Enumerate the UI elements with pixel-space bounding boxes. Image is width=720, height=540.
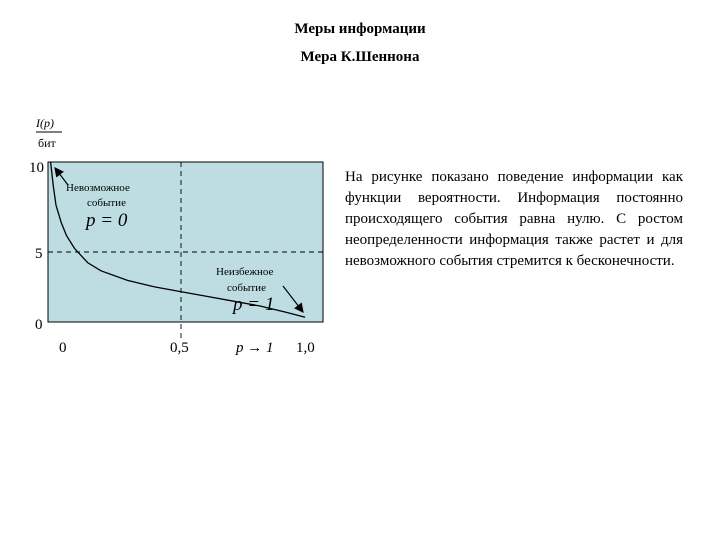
description-paragraph: На рисунке показано поведение информации как функции вероятности. Информация постоянно происходящего события равна нулю. С ростом неопределенности информация также растет и для невозможного события стремится к бесконечности. <box>345 169 683 269</box>
y-tick-label: 5 <box>35 246 43 262</box>
y-tick-label: 0 <box>35 317 43 333</box>
certain-event-formula: p = 1 <box>233 294 275 315</box>
p-tends-to-one-label: p → 1 <box>236 340 274 356</box>
page-subtitle: Мера К.Шеннона <box>300 49 420 65</box>
y-axis-label-top: I(p) <box>36 116 54 130</box>
y-tick-label: 10 <box>29 160 44 176</box>
y-axis-label-bottom: бит <box>38 136 56 150</box>
x-tick-label: 1,0 <box>296 340 315 356</box>
x-tick-label: 0 <box>59 340 67 356</box>
page-title: Меры информации <box>294 21 426 37</box>
impossible-event-label-line1: Невозможное <box>66 182 130 194</box>
certain-event-label-line1: Неизбежное <box>216 266 274 278</box>
x-tick-label: 0,5 <box>170 340 189 356</box>
certain-event-label-line2: событие <box>227 282 266 294</box>
impossible-event-formula: p = 0 <box>86 210 128 231</box>
impossible-event-label-line2: событие <box>87 197 126 209</box>
